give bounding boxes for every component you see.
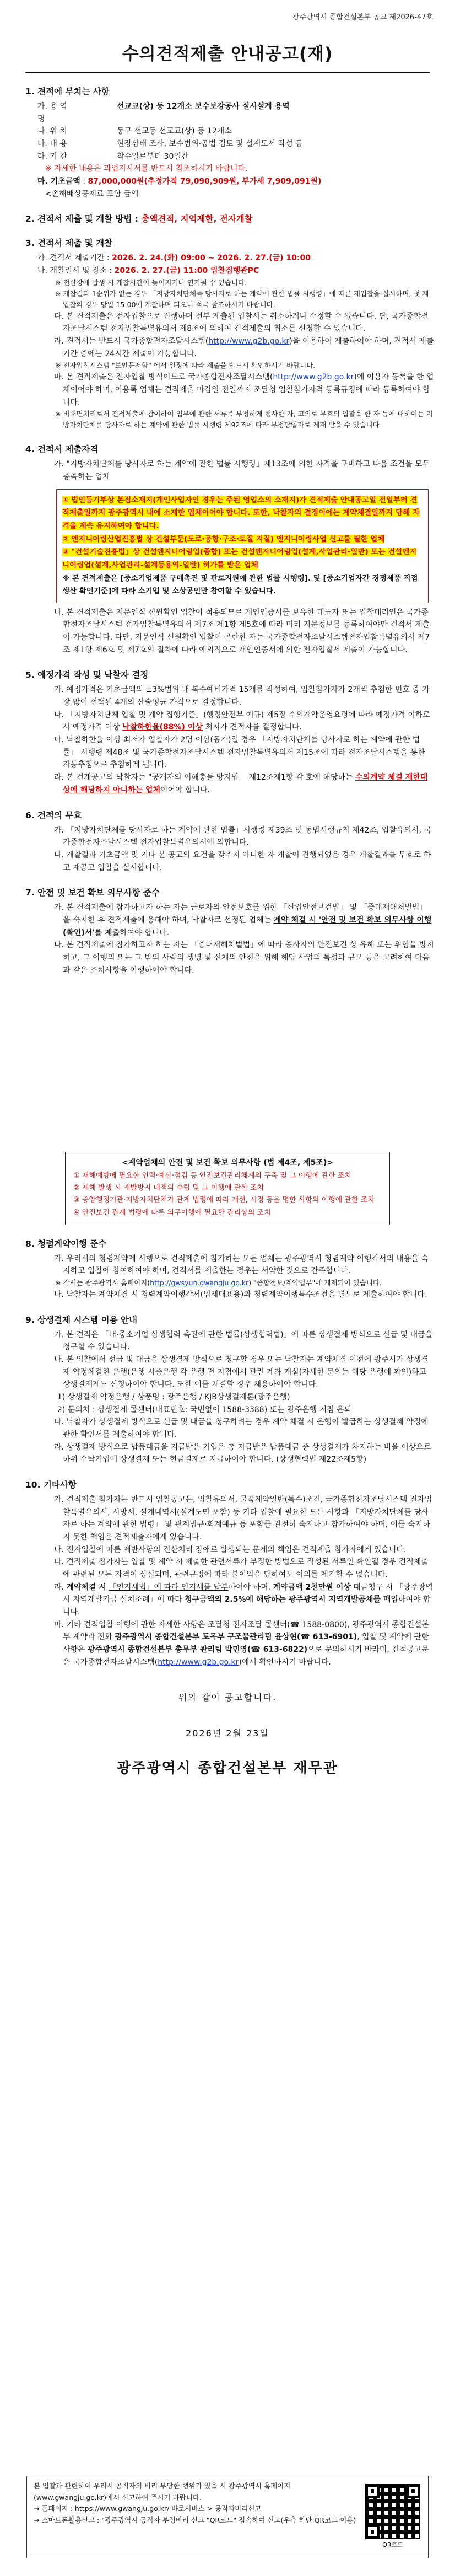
section-heading-5: 5. 예정가격 작성 및 낙찰자 결정 [25,670,149,680]
report-smartphone: → 스마트폰활용신고 : "광주광역시 공직자 부정비리 신고 "QR코드" 접속하여 신고(우측 하단 QR코드 이용) [34,2515,356,2524]
item-9a: 가. 본 견적은 「대·중소기업 상생협력 촉진에 관한 법률(상생협력법)」에 따른 상생결제 방식으로 선급 및 대금을 청구할 수 있습니다. [54,1330,433,1352]
g2b-link[interactable]: http://www.g2b.go.kr [208,337,290,346]
item-9b: 나. 본 입찰에서 선급 및 대금을 상생결제 방식으로 청구할 경우 또는 낙찰자는 계약체결 이전에 광주시가 상생결제 약정체결한 은행(은행 시중은행 각 은행 전 지점에서 관련 계좌 개설(자세한 문의는 해당 은행에 확인)하고 상생결제제도 신청하여야 합니다. 또한 이를 채결할 경우 채용하여야 합니다. [54,1355,429,1389]
report-notice: 본 입찰과 관련하여 우리시 공직자의 비리·부당한 행위가 있을 시 광주광역시 홈페이지(www.gwangju.go.kr)에서 신고하여 주시기 바랍니다. [34,2482,291,2502]
note-rebid: ※ 개찰결과 1순위가 없는 경우 「지방자치단체를 당사자로 하는 계약에 관한 법률 시행령」에 따른 재입찰을 실시하며, 첫 재입찰의 경우 당일 15:00에 개찰하며 되오니 적극 참조하시기 바랍니다. [55,289,429,309]
section-10-body [21,1494,434,1668]
qualification-1: ① 법인등기부상 본점소재지(개인사업자인 경우는 주된 영업소의 소재지)가 견적제출 안내공고일 전일부터 견적제출일까지 광주광역시 내에 소재한 업체이어야 합니다. 또한, 낙찰자의 결정이에는 계약체결일까지 당해 자격을 계속 유지하여야 합니다. [62,495,420,531]
item-5d: 라. 본 건개공고의 낙찰자는 "공개자의 이해충돌 방지법」 제12조제1항 각 호에 해당하는 수의계약 체결 제한대상에 해당하지 아니하는 업체이어야 합니다. [54,773,428,795]
budget-note: <손해배상공제료 포함 금액 [45,189,139,198]
qualification-3: ③ "건설기술진흥법」상 건설엔지니어링업(종합) 또는 건설엔지니어링업(설계,사업관리-일반) 또는 건설엔지니어링업(설계,사업관리-설계등용역-일반) 허가를 받은 업체 [62,548,417,570]
budget-row: 마. 기초금액 : 87,000,000원(추정가격 79,090,909원, 부가세 7,909,091원) [37,177,322,186]
item-9d: 라. 상생결제 방식으로 납품대금을 지급받은 기업은 총 지급받은 납품대금 중 상생결제가 차지하는 비율 이상으로 하위 수탁기업에 상생결제 또는 현금결제로 지급하여야 합니다. (상생협력법 제22조제5항) [54,1442,431,1464]
qr-code[interactable] [365,2484,420,2546]
content-row: 다. 내 용 현장상태 조사, 보수범위·공법 검토 및 설계도서 작성 등 [37,139,303,149]
item-6b: 나. 개찰결과 기초금액 및 기타 본 공고의 요건을 갖추지 아니한 자 개찰이 진행되었음 경우 개찰결과를 무효로 하고 재공고 입찰을 실시합니다. [54,850,431,872]
item-10b: 나. 전자입찰에 따른 제반사항의 전산처리 장애로 발생되는 문제의 책임은 견적제출 참가자에게 있습니다. [54,1545,407,1554]
item-9c: 다. 낙찰자가 상생결제 방식으로 선급 및 대금을 청구하려는 경우 계약 체결 시 은행이 발급하는 상생결제 약정에 관한 확인서를 제출하여야 합니다. [54,1418,429,1439]
item-8b: 나. 낙찰자는 계약체결 시 청렴계약이행각서(업체대표용)와 청렴계약이행특수조건을 별도로 제출하여야 합니다. [54,1290,427,1299]
qualification-box [56,489,429,603]
item-5c: 다. 낙찰하한율 이상 최저가 입찰자가 2명 이상(동가)일 경우 「지방자치단체를 당사자로 하는 계약에 관한 법률」 시행령 제48조 및 국가종합전자조달시스템 전자입찰특별유의서 제15조에 따라 전자조달시스템을 통한 자동추첨으로 추첨하게 됩니다. [54,736,425,770]
section-heading-6: 6. 견적의 무효 [25,810,82,820]
corruption-report-box [26,2476,429,2558]
safety-item: ② 재해 발생 시 재발방지 대책의 수립 및 그 이행에 관한 조치 [73,1184,264,1193]
announcement-date: 2026년 2월 23일 [186,1728,269,1739]
title-divider [25,72,430,73]
spec-notice: ※ 자세한 내용은 과업지시서를 반드시 참조하시기 바랍니다. [45,164,248,174]
section-9-body [21,1329,434,1466]
blank-area [21,976,434,1147]
item-8a: 가. 우리시의 청렴계약제 시행으로 견적제출에 참가하는 모든 업체는 광주광역시 청렴계약 이행각서의 내용을 숙지하고 입찰에 참여하여야 하며, 견적서를 제출한는 경우는 서약한 것으로 간주합니다. [54,1254,429,1276]
document-number: 광주광역시 종합건설본부 공고 제2026-47호 [292,13,433,22]
section-heading-7: 7. 안전 및 보건 확보 의무사항 준수 [25,888,160,898]
section-7-body [21,901,434,976]
item-9b2: 2) 문의처 : 상생결제 콜센터(대표번호: 국번없이 1588-3388) 또는 광주은행 지점 은퇴 [57,1405,352,1414]
section-heading-10: 10. 기타사항 [25,1480,77,1490]
item-10e: 마. 기타 견적입찰 이행에 관한 자세한 사항은 조달청 전자조달 콜센터(☎ 1588-0800), 광주광역시 종합건설본부 계약과 전화 광주광역시 종합건설본부 토목부 구조물관리팀 윤상현(☎ 613-6901), 입찰 및 계약에 관한 사항은 광주광역시 종합건설본부 총무부 관리팀 박민영(☎ 613-6822)으로 문의하시기 바라며, 견적공고문은 국가종합전자조달시스템(http://www.g2b.go.kr)에서 확인하시기 바랍니다. [54,1620,429,1667]
opening-datetime: 나. 개찰일시 및 장소 : 2026. 2. 27.(금) 11:00 입찰집행관PC [37,266,259,276]
item-4a: 가. "지방자치단체를 당사자로 하는 계약에 관한 법률 시행령」제13조에 의한 자격을 구비하고 다음 조건을 모두 충족하는 업체 [54,460,430,482]
item-9b1: 1) 상생결제 약정은행 / 상품명 : 광주은행 / KJB상생결제론(광주은행) [57,1392,290,1402]
section-3-body [21,252,434,431]
section-4-body [21,458,434,656]
safety-item: ① 재해예방에 필요한 인력·예산·점검 등 안전보건관리체계의 구축 및 그 이행에 관한 조치 [73,1172,351,1180]
safety-item: ③ 중앙행정기관·지방자치단체가 관계 법령에 따라 개선, 시정 등을 명한 사항의 이행에 관한 조치 [73,1196,375,1205]
qr-code-icon [365,2484,420,2539]
item-10d: 라. 계약체결 시 「인지세법」에 따라 인지세를 납부하여야 하며, 계약금액 2천만원 이상 대금청구 시 「광주광역시 지역개발기금 설치조례」에 따라 청구금액의 2.5%에 해당하는 광주광역시 지역개발공채를 매입하여야 합니다. [54,1582,433,1617]
item-3c: 다. 본 견적제출은 전자입찰으로 진행하며 전부 제출된 입찰서는 취소하거나 수정할 수 없습니다. 단, 국가종합전자조달시스템 전자입찰특별유의서 제8조에 의하여 견적제출의 취소를 신청할 수 있습니다. [54,312,429,334]
issuing-organization: 광주광역시 종합건설본부 재무관 [117,1760,338,1777]
section-heading-4: 4. 견적서 제출자격 [25,444,99,455]
qualification-2: ② 엔지니어링산업진흥법 상 건설부문(도로·공항·구조·토질 지질) 엔지니어링사업 신고를 필한 업체 [62,534,385,544]
section-6-body [21,824,434,874]
section-heading-9: 9. 상생결제 시스템 이용 안내 [25,1314,137,1325]
note-system-delay: ※ 전산장애 발생 시 개찰시간이 늦어지거나 연기될 수 있습니다. [55,278,247,287]
submission-period: 가. 견적서 제출기간 : 2026. 2. 24.(화) 09:00 ~ 2026. 2. 27.(금) 10:00 [37,254,311,263]
safety-obligations-box [65,1152,390,1225]
g2b-link[interactable]: http://www.g2b.go.kr [273,373,354,382]
submission-method: 총액견적, 지역제한, 전자개찰 [141,214,253,224]
item-4b: 나. 본 견적제출은 지문인식 신원확인 입찰이 적용되므로 개인인증서를 보유한 대표자 또는 입찰대리인은 국가종합전자조달시스템 전자입찰특별유의서 제7조 제1항 제5호에 따라 미리 지문정보를 등록하여야만 견적서 제출이 가능합니다. 다만, 지문인식 신원확인 입찰이 곤란한 자는 국가종합전자조달시스템전자입찰특별유의서 제7조 제1항 제6호 및 제7호의 절차에 따라 예외적으로 개인인증서에 의한 전자입찰서 제출이 가능합니다. [54,608,430,654]
item-10c: 다. 견적제출 참가자는 입찰 및 계약 시 제출한 관련서류가 부정한 방법으로 작성된 서류인 확인될 경우 견적제출에 관련된 모든 자격이 상실되며, 관련규정에 따라 불이익을 당하여도 이의를 제기할 수 없습니다. [54,1558,429,1580]
item-6a: 가. 「지방자치단체를 당사자로 하는 계약에 관한 법률」시행령 제39조 및 동법시행규칙 제42조, 입찰유의서, 국가종합전자조달시스템 전자입찰특별유의서에 의합니다. [54,825,431,847]
safety-box-title: <계약업체의 안전 및 보건 확보 의무사항 (법 제4조, 제5조)> [121,1158,334,1168]
note-security-box: ※ 전자입찰시스템 "보안문서함" 에서 일정에 따라 제출을 반드시 확인하시기 바랍니다. [55,361,316,370]
item-7b: 나. 본 견적제출에 참가하고자 하는 자는 「중대재해처벌법」에 따라 종사자의 안전보건 상 유해 또는 위험을 방지하고, 그 이행의 또는 그 밖의 사람의 생명 및 신체의 안전을 위해 해당 사업의 특성과 규모 등을 고려하여 다음과 같은 조치사항을 이행하여야 합니다. [54,941,434,975]
section-1-body [21,100,434,200]
closing-notice: 위와 같이 공고합니다. [178,1692,277,1703]
section-heading-1: 1. 견적에 부치는 사항 [25,87,110,96]
item-5a: 가. 예정가격은 기초금액의 ±3%범위 내 복수예비가격 15개를 작성하여, 입찰참가자가 2개씩 추첨한 번호 중 가장 많이 선택된 4개의 산술평균 가격으로 결정합니다. [54,685,430,707]
g2b-link[interactable]: http://www.g2b.go.kr [158,1657,239,1667]
item-7a: 가. 본 견적제출에 참가하고자 하는 자는 근로자의 안전보호를 위한 「산업안전보건법」 및 「중대재해처벌법」을 숙지한 후 견적제출에 응해야 하며, 낙찰자로 선정된 업체는 계약 체결 시 '안전 및 보건 확보 의무사항 이행(확인)서'를 제출하여야 합니다. [54,903,432,937]
qualification-note: ※ 본 견적제출은 [중소기업제품 구매촉진 및 판로지원에 관한 법률 시행령]. 및 [중소기업자간 경쟁제품 직접생산 확인기준]에 따라 소기업 및 소상공인만 참여할 수 있습니다. [62,573,418,596]
location-row: 나. 위 치 동구 선교동 선교교(상) 등 12개소 [37,127,232,136]
item-3d: 라. 견적서는 반드시 국가종합전자조달시스템(http://www.g2b.go.kr)을 이용하여 제출하여야 하며, 견적서 제출기간 중에는 24시간 제출이 가능합니다. [54,337,434,358]
qr-label: QR코드 [382,2541,403,2548]
city-homepage-link[interactable]: http://gwsyun.gwangju.go.kr [150,1278,249,1287]
item-5b: 나. 「지방자치단체 입찰 및 계약 집행기준」(행정안전부 예규) 제5장 수의계약운영요령에 따라 예정가격 이하로서 예정가격 이상 낙찰하한율(88%) 이상 최저가 견적자를 결정합니다. [54,710,430,732]
note-sanction: ※ 비대면처리로서 견적제출에 참여하여 업무에 관한 서류를 부정하게 행사한 자, 고의로 무효의 입찰을 한 자 등에 대하여는 지방자치단체를 당사자로 하는 계약에 관한 법률 시행령 제92조에 따라 부정당업자로 제재 받을 수 있습니다 [55,410,433,430]
section-heading-2: 2. 견적서 제출 및 개찰 방법 : 총액견적, 지역제한, 전자개찰 [25,214,253,224]
section-8-body [21,1253,434,1301]
section-heading-3: 3. 견적서 제출 및 개찰 [25,238,113,249]
item-3e: 마. 본 견적제출은 전자입찰 방식이므로 국가종합전자조달시스템(http://www.g2b.go.kr)에 이용자 등록을 한 업체이어야 하며, 이용록 업체는 견적제출 마감일 전일까지 조달청 입찰참가자격 등록규정에 따라 등록하여야 합니다. [54,373,434,407]
period-row: 라. 기 간 착수일로부터 30일간 [37,152,189,161]
report-homepage: → 홈페이지 : https://www.gwangju.go.kr/ 바로서비스 > 공직자비리신고 [34,2504,262,2513]
section-heading-8: 8. 청렴계약이행 준수 [25,1238,107,1249]
safety-item: ④ 안전보건 관계 법령에 따른 의무이행에 필요한 관리상의 조치 [73,1208,271,1217]
page-title: 수의견적제출 안내공고(재) [122,44,333,64]
item-10a: 가. 견적제출 참가자는 반드시 입찰공고문, 입찰유의서, 물품계약일반(특수)조건, 국가종합전자조달시스템 전자입찰특별유의서, 시방서, 설계내역서(설계도면 포함) 등 기타 입찰에 필요한 모든 사항과 「지방자치단체를 당사자로 하는 계약에 관한 법령」 및 관계법규·회계예규 등 포함를 완전히 숙지하고 참가하여야 하며, 이를 숙지하지 못한 책임은 견적제출자에게 있습니다. [54,1495,432,1542]
section-5-body [21,684,434,796]
service-name-row: 가. 용 역 명 선교교(상) 등 12개소 보수보강공사 실시설계 용역 [37,102,290,124]
note-pledge: ※ 각서는 광주광역시 홈페이지(http://gwsyun.gwangju.go.kr) "종합정보/계약업무"에 게재되어 있습니다. [55,1278,382,1287]
